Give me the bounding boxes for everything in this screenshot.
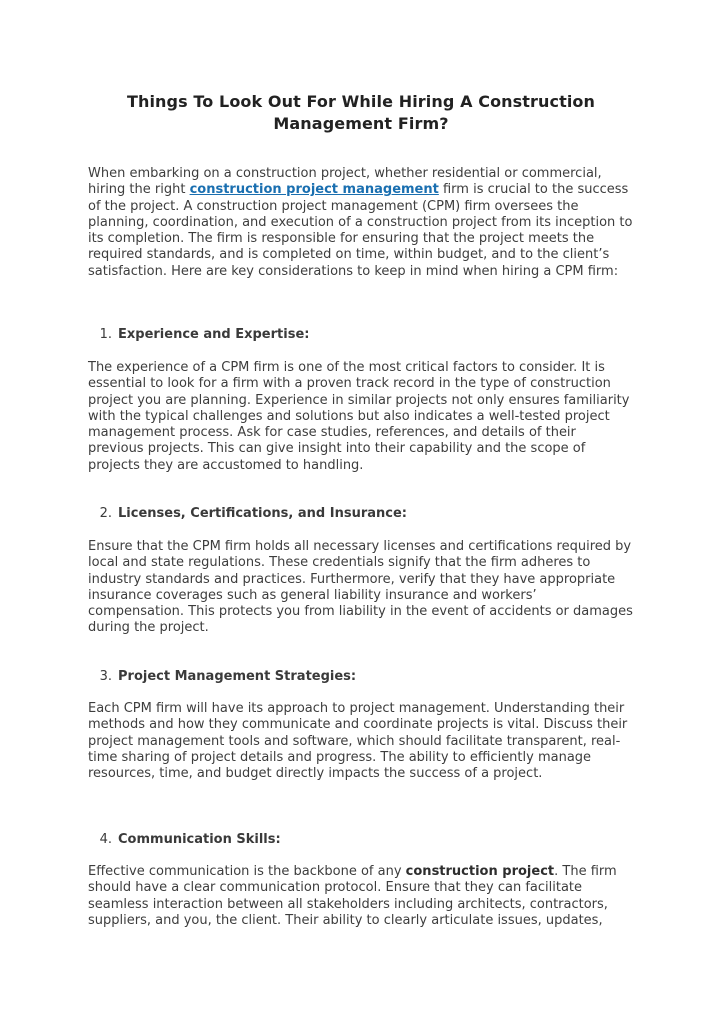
section-heading-strategies [88, 669, 634, 685]
section-number: 3. [99, 669, 112, 684]
intro-paragraph [88, 166, 634, 280]
section-heading-licenses [88, 506, 634, 522]
section-number: 1. [99, 327, 112, 342]
section-heading-text: Licenses, Certifications, and Insurance: [118, 506, 407, 521]
section-heading-text: Project Management Strategies: [118, 669, 357, 684]
section-heading-text: Experience and Expertise: [118, 327, 310, 342]
section-heading-experience [88, 327, 634, 343]
section-heading-text: Communication Skills: [118, 832, 281, 847]
section-heading-communication [88, 832, 634, 848]
section-body-experience: The experience of a CPM firm is one of the most critical factors to consider. It is essential to look for a firm with a proven track record in the type of construction project you are planning. Experience in similar projects not only ensures familiarity with the typical challenges and solutions but also indicates a well-tested project management process. Ask for case studies, references, and details of their previous projects. This can give insight into their capability and the scope of projects they are accustomed to handling. [88, 360, 630, 473]
section-number: 2. [99, 506, 112, 521]
intro-text-after-link: firm is crucial to the success of the project. A construction project management (CPM) firm oversees the planning, coordination, and execution of a construction project from its inception to its completion. The firm is responsible for ensuring that the project meets the required standards, and is completed on time, within budget, and to the client’s satisfaction. Here are key considerations to keep in mind when hiring a CPM firm: [88, 182, 633, 279]
section-number: 4. [99, 832, 112, 847]
construction-project-management-link[interactable]: construction project management [189, 182, 439, 198]
body-text-before-bold: Effective communication is the backbone of any [88, 864, 406, 879]
intro-text-before-link: When embarking on a construction project, whether residential or commercial, hiring the right [88, 166, 602, 198]
document-title: Things To Look Out For While Hiring A Construction Management Firm? [126, 92, 596, 133]
section-body-strategies: Each CPM firm will have its approach to project management. Understanding their methods and how they communicate and coordinate projects is vital. Discuss their project management tools and software, which should facilitate transparent, real-time sharing of project details and progress. The ability to efficiently manage resources, time, and budget directly impacts the success of a project. [88, 701, 628, 782]
body-text-after-bold: . The firm should have a clear communication protocol. Ensure that they can facilitate seamless interaction between all stakeholders including architects, contractors, suppliers, and you, the client. Their ability to clearly articulate issues, updates, [88, 864, 617, 928]
section-body-licenses: Ensure that the CPM firm holds all necessary licenses and certifications required by local and state regulations. These credentials signify that the firm adheres to industry standards and practices. Furthermore, verify that they have appropriate insurance coverages such as general liability insurance and workers’ compensation. This protects you from liability in the event of accidents or damages during the project. [88, 539, 633, 636]
construction-project-bold-text: construction project [405, 864, 555, 879]
section-body-communication [88, 864, 634, 929]
